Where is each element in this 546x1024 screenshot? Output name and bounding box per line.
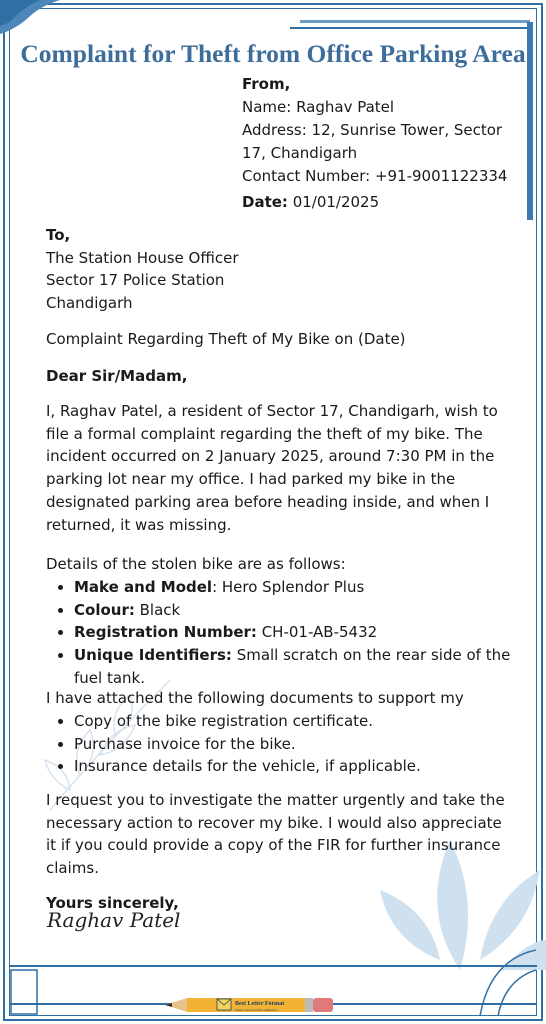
list-item	[74, 621, 529, 644]
top-rule-thin	[290, 27, 530, 29]
detail-value: Black	[134, 600, 181, 619]
detail-value: CH-01-AB-5432	[256, 623, 378, 642]
attached-intro: I have attached the following documents to support my	[46, 689, 464, 707]
request-paragraph: I request you to investigate the matter urgently and take the necessary action to recover my bike. I would also appreciate it if you could provide a copy of the FIR for further insurance claims.	[46, 791, 505, 878]
recipient-line3: Chandigarh	[46, 293, 133, 312]
list-item	[74, 576, 529, 599]
date-value: 01/01/2025	[287, 193, 380, 211]
sender-address-line1: Address: 12, Sunrise Tower, Sector	[242, 121, 503, 139]
sender-contact: Contact Number: +91-9001122334	[242, 167, 508, 185]
list-item: • Purchase invoice for the bike.	[74, 733, 529, 756]
corner-decoration-bottom-right	[470, 940, 536, 1016]
detail-value: : Hero Splendor Plus	[212, 578, 365, 596]
corner-decoration	[0, 0, 60, 40]
logo-pencil	[165, 994, 335, 1016]
detail-label: Registration Number:	[74, 623, 257, 642]
list-item	[74, 599, 529, 622]
detail-label: Unique Identifiers:	[74, 646, 232, 665]
detail-label: Make and Model	[74, 578, 213, 596]
recipient-block	[46, 224, 239, 314]
from-heading: From,	[242, 75, 291, 93]
date-label: Date:	[242, 193, 288, 211]
logo-tagline: Write Letters with Confidence	[235, 1008, 278, 1012]
corner-decoration-bottom-left	[9, 968, 39, 1016]
logo-title: Best Letter Format	[235, 1001, 285, 1007]
list-item: • Insurance details for the vehicle, if applicable.	[74, 755, 529, 778]
closing: Yours sincerely,	[46, 894, 179, 912]
top-rule	[300, 20, 530, 23]
list-item	[74, 644, 529, 689]
body-paragraph: I, Raghav Patel, a resident of Sector 17, Chandigarh, wish to file a formal complaint regarding the theft of my bike. The incident occurred on 2 January 2025, around 7:30 PM in the parking lot near my office. I had parked my bike in the designated parking area before heading inside, and when I returned, it was missing.	[46, 402, 498, 534]
sender-address-line2: 17, Chandigarh	[242, 144, 358, 162]
subject-line: Complaint Regarding Theft of My Bike on (Date)	[46, 330, 406, 348]
sender-block	[242, 73, 507, 214]
salutation: Dear Sir/Madam,	[46, 367, 188, 385]
details-intro: Details of the stolen bike are as follows:	[46, 555, 346, 573]
bottom-rule	[9, 965, 537, 967]
sender-name: Name: Raghav Patel	[242, 98, 395, 116]
recipient-line2: Sector 17 Police Station	[46, 271, 225, 289]
detail-value: Small scratch on the rear side of the fuel tank.	[74, 646, 511, 687]
documents-list	[46, 710, 529, 778]
bike-details-list	[46, 576, 529, 690]
signature: Raghav Patel	[47, 908, 181, 932]
list-item: • Copy of the bike registration certificate.	[74, 710, 529, 733]
page-title: Complaint for Theft from Office Parking Area	[20, 39, 526, 68]
to-heading: To,	[46, 226, 71, 244]
detail-label: Colour:	[74, 600, 135, 619]
recipient-line1: The Station House Officer	[46, 248, 239, 267]
date-line	[242, 191, 507, 214]
